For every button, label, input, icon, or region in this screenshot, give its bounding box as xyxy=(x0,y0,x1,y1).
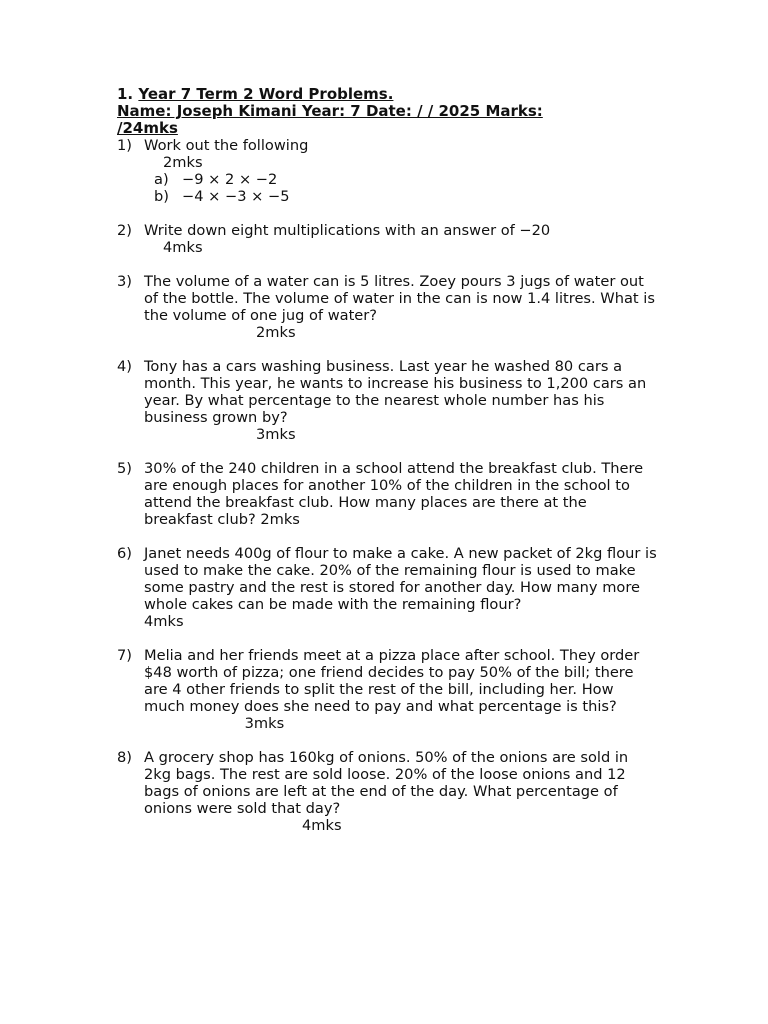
question-marks: 4mks xyxy=(144,613,184,630)
question-number: 2) xyxy=(117,222,132,239)
question-3 xyxy=(117,273,657,341)
sub-text: −9 × 2 × −2 xyxy=(182,171,278,188)
worksheet xyxy=(117,86,657,834)
question-text: Work out the following xyxy=(144,137,309,154)
sub-label: a) xyxy=(154,171,169,188)
question-5 xyxy=(117,460,657,528)
question-text: Janet needs 400g of flour to make a cake. A new packet of 2kg flour is used to make the cake. 20% of the remaining flour is used to make some pastry and the rest is stored for another day. How many more whole cakes can be made with the remaining flour? xyxy=(144,545,657,613)
title-line xyxy=(117,86,657,103)
total-marks: /24mks xyxy=(117,119,178,137)
student-details: Name: Joseph Kimani Year: 7 Date: / / 2025 Marks: xyxy=(117,102,543,120)
question-text: Write down eight multiplications with an answer of −20 xyxy=(144,222,551,239)
question-text: 30% of the 240 children in a school attend the breakfast club. There are enough places for another 10% of the children in the school to attend the breakfast club. How many places are there at the breakfast club? 2mks xyxy=(144,460,644,528)
question-6 xyxy=(117,545,657,630)
question-2 xyxy=(117,222,657,256)
question-number: 6) xyxy=(117,545,132,562)
question-7 xyxy=(117,647,657,732)
worksheet-title: Year 7 Term 2 Word Problems. xyxy=(138,85,394,103)
question-4 xyxy=(117,358,657,443)
sub-label: b) xyxy=(154,188,169,205)
question-number: 1) xyxy=(117,137,132,154)
question-text: The volume of a water can is 5 litres. Zoey pours 3 jugs of water out of the bottle. The volume of water in the can is now 1.4 litres. What is the volume of one jug of water? xyxy=(144,273,655,324)
question-number: 3) xyxy=(117,273,132,290)
question-number: 8) xyxy=(117,749,132,766)
question-marks: 2mks xyxy=(256,324,296,341)
question-text: A grocery shop has 160kg of onions. 50% of the onions are sold in 2kg bags. The rest are sold loose. 20% of the loose onions and 12 bags of onions are left at the end of the day. What percentage of onions were sold that day? xyxy=(144,749,629,817)
sub-question-b xyxy=(144,188,657,205)
title-number: 1. xyxy=(117,85,134,103)
question-number: 4) xyxy=(117,358,132,375)
question-number: 5) xyxy=(117,460,132,477)
question-1 xyxy=(117,137,657,205)
question-marks: 4mks xyxy=(302,817,342,834)
question-marks: 2mks xyxy=(163,154,203,171)
question-text: Tony has a cars washing business. Last year he washed 80 cars a month. This year, he wants to increase his business to 1,200 cars an year. By what percentage to the nearest whole number has his business grown by? xyxy=(144,358,647,426)
worksheet-header xyxy=(117,86,657,137)
sub-text: −4 × −3 × −5 xyxy=(182,188,290,205)
question-marks: 3mks xyxy=(244,715,285,732)
question-number: 7) xyxy=(117,647,132,664)
question-marks: 3mks xyxy=(256,426,296,443)
question-marks: 4mks xyxy=(163,239,203,256)
sub-question-a xyxy=(144,171,657,188)
question-text: Melia and her friends meet at a pizza place after school. They order $48 worth of pizza; one friend decides to pay 50% of the bill; there are 4 other friends to split the rest of the bill, including her. How much money does she need to pay and what percentage is this? xyxy=(144,647,640,715)
question-8 xyxy=(117,749,657,834)
